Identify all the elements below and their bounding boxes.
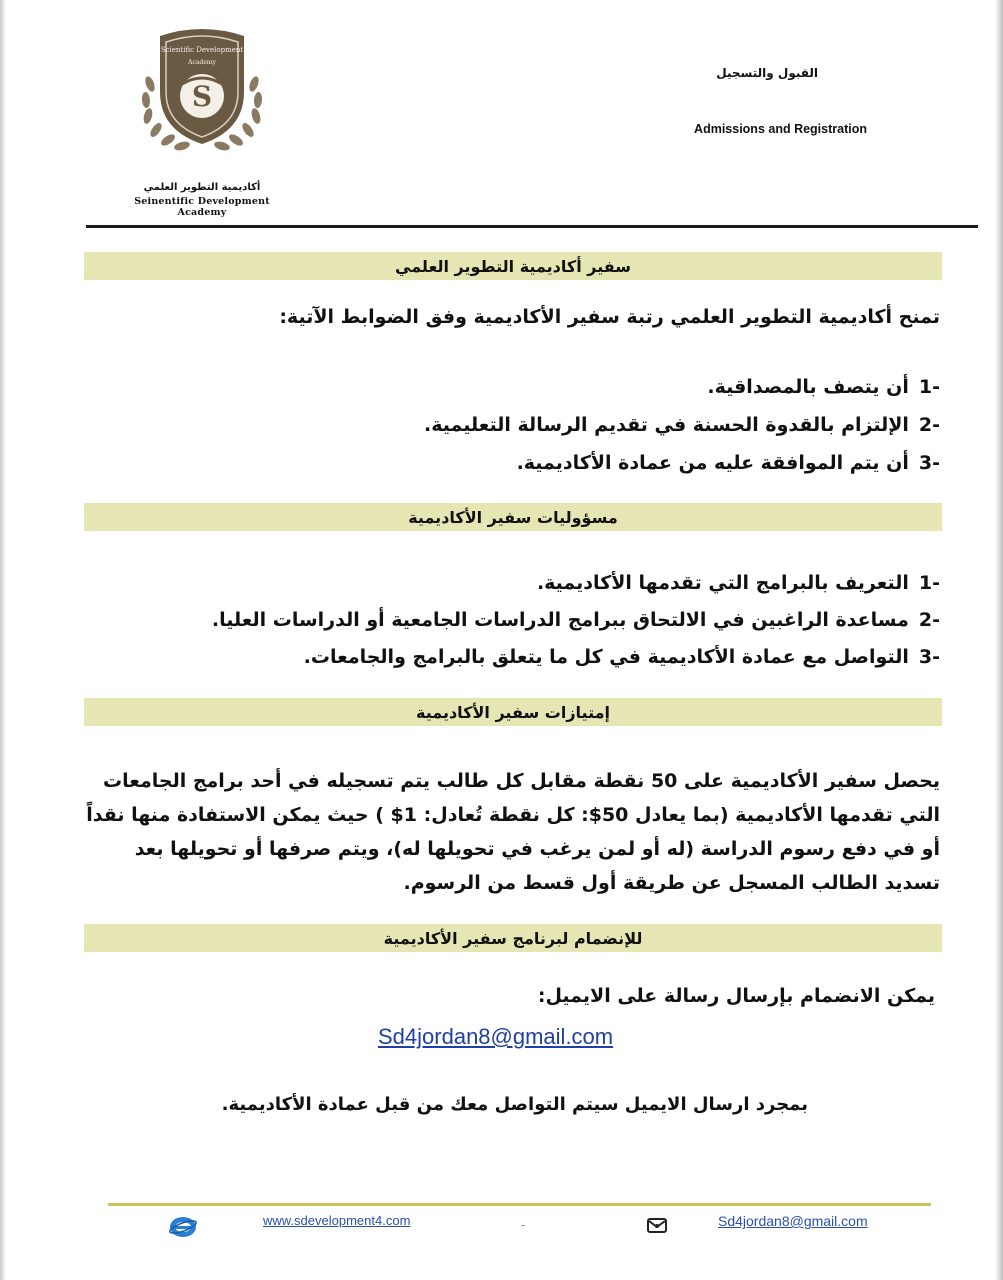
section-title-join: للإنضمام لبرنامج سفير الأكاديمية [84, 924, 942, 952]
page-edge-shadow-left [0, 0, 6, 1280]
svg-text:Academy: Academy [188, 59, 216, 66]
logo-english-name: Seinentific Development Academy [134, 196, 270, 218]
criteria-list [424, 368, 940, 482]
contact-email-link[interactable]: Sd4jordan8@gmail.com [378, 1024, 614, 1049]
list-item: -3أن يتم الموافقة عليه من عمادة الأكاديمية. [516, 452, 940, 474]
section-title-responsibilities: مسؤوليات سفير الأكاديمية [84, 503, 942, 531]
list-item: -1التعريف بالبرامج التي تقدمها الأكاديمية. [536, 572, 940, 594]
join-paragraph: يمكن الانضمام بإرسال رسالة على الايميل: [537, 985, 935, 1007]
envelope-icon [646, 1216, 668, 1234]
footer-website-link[interactable]: www.sdevelopment4.com [263, 1213, 411, 1228]
section-title-ambassador: سفير أكاديمية التطوير العلمي [84, 252, 942, 280]
intro-paragraph: تمنح أكاديمية التطوير العلمي رتبة سفير الأكاديمية وفق الضوابط الآتية: [279, 306, 940, 328]
academy-logo [112, 22, 292, 218]
svg-text:S: S [191, 80, 213, 113]
header-english-title: Admissions and Registration [694, 122, 867, 136]
responsibilities-list [212, 565, 940, 676]
followup-paragraph: بمجرد ارسال الايميل سيتم التواصل معك من قبل عمادة الأكاديمية. [221, 1094, 808, 1115]
list-item: -2الإلتزام بالقدوة الحسنة في تقديم الرسالة التعليمية. [424, 414, 940, 436]
page-edge-shadow-right [995, 0, 1003, 1280]
section-title-privileges: إمتيازات سفير الأكاديمية [84, 698, 942, 726]
logo-emblem-icon [132, 22, 272, 172]
logo-arabic-name: أكاديمية التطوير العلمي [143, 182, 261, 193]
list-item: -2مساعدة الراغبين في الالتحاق ببرامج الدراسات الجامعية أو الدراسات العليا. [211, 609, 940, 631]
footer-separator: - [521, 1218, 526, 1232]
list-item: -3التواصل مع عمادة الأكاديمية في كل ما يتعلق بالبرامج والجامعات. [303, 646, 940, 668]
svg-text:Scientific Development: Scientific Development [160, 46, 244, 54]
privileges-paragraph: يحصل سفير الأكاديمية على 50 نقطة مقابل كل طالب يتم تسجيله في أحد برامج الجامعات التي تقدمها الأكاديمية (بما يعادل 50$: كل نقطة تُعادل: 1$ ) حيث يمكن الاستفادة منها نقداً أو في دفع رسوم الدراسة (له أو لمن يرغب في تحويلها له)، ويتم صرفها أو تحويلها بعد تسديد الطالب المسجل عن طريقة أول قسط من الرسوم. [86, 770, 940, 894]
list-item: -1أن يتصف بالمصداقية. [707, 376, 940, 398]
footer-divider [108, 1203, 931, 1206]
header-arabic-title: القبول والتسجيل [716, 66, 818, 80]
header-divider [86, 225, 978, 228]
internet-explorer-icon [168, 1215, 198, 1239]
footer-email-link[interactable]: Sd4jordan8@gmail.com [718, 1213, 868, 1229]
